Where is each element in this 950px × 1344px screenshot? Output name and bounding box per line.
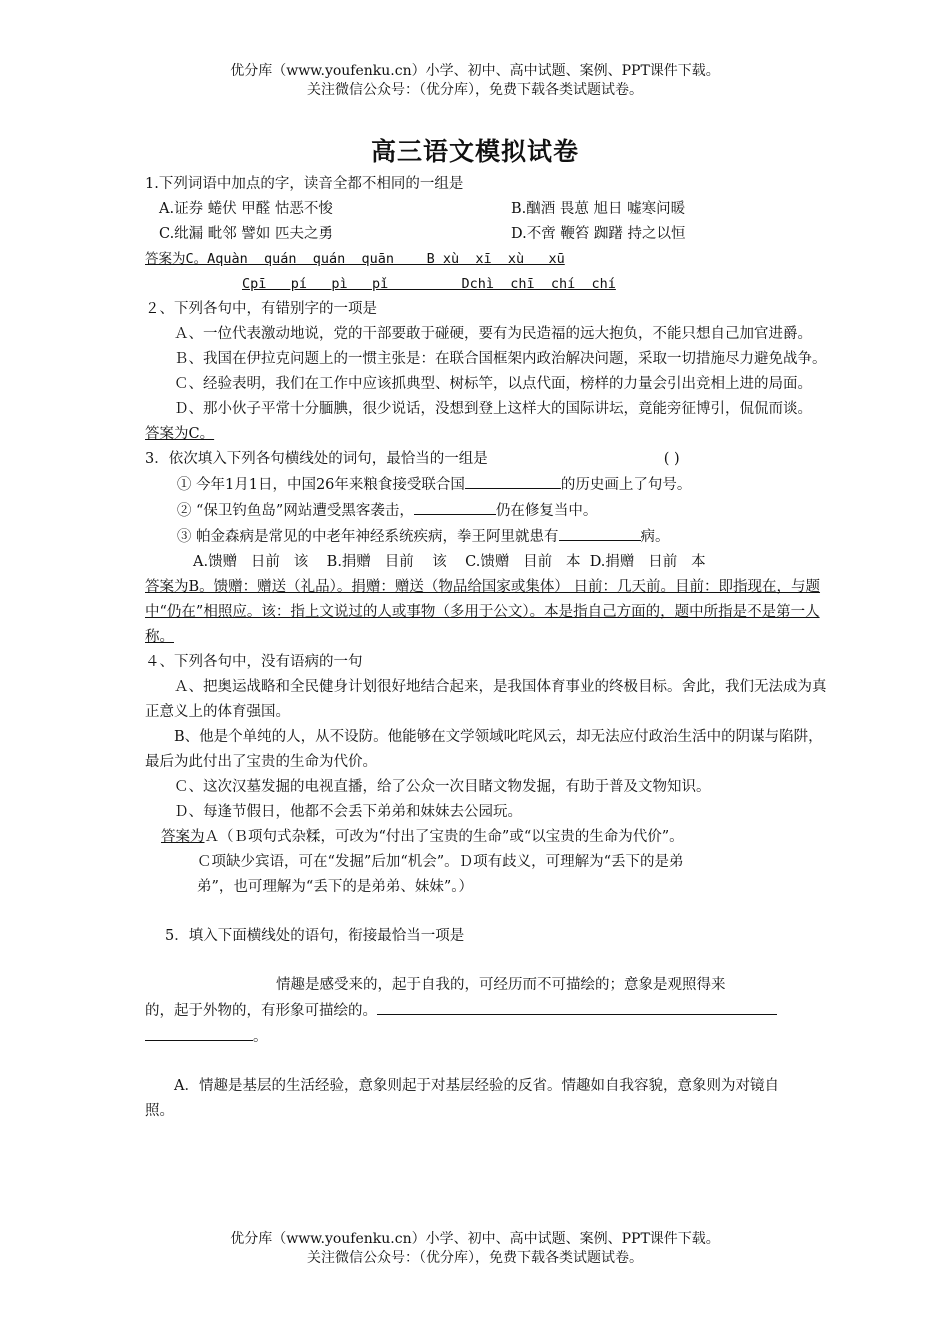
q2-stem: ２、下列各句中，有错别字的一项是 — [145, 301, 377, 317]
q3-sentence-2-text: ② “保卫钓鱼岛”网站遭受黑客袭击， — [176, 503, 414, 519]
q1-option-d: D.不啻 鞭笞 踟躇 持之以恒 — [511, 226, 686, 242]
q5-blank-1[interactable] — [377, 998, 777, 1015]
document-title: 高三语文模拟试卷 — [370, 137, 579, 166]
page-footer — [0, 1230, 950, 1268]
q5-passage-text: 的，起于外物的，有形象可描绘的。 — [145, 1003, 377, 1019]
q2-option-d: Ｄ、那小伙子平常十分腼腆，很少说话，没想到登上这样大的国际讲坛，竟能旁征博引，侃侃而谈。 — [174, 401, 812, 417]
q1-option-b: B.酗酒 畏葸 旭日 嘘寒问暖 — [511, 201, 686, 217]
q4-option-b: B、他是个单纯的人，从不设防。他能够在文学领域叱咤风云，却无法应付政治生活中的阴谋与陷阱，最后为此付出了宝贵的生命为代价。 — [145, 729, 823, 770]
header-line-1: 优分库（www.youfenku.cn）小学、初中、高中试题、案例、PPT课件下载。 — [230, 63, 720, 79]
q4-answer-line-1 — [145, 825, 835, 850]
q1-option-c: C.纰漏 毗邻 譬如 匹夫之勇 — [159, 226, 334, 242]
q4-answer-line-2: Ｃ项缺少宾语，可在“发掘”后加“机会”。Ｄ项有歧义，可理解为“丢下的是弟 — [197, 854, 684, 870]
q3-sentence-1 — [145, 472, 835, 498]
q5-passage-end: 。 — [253, 1029, 268, 1045]
q2-answer: 答案为C。 — [145, 426, 215, 442]
q5-passage-line-1: 情趣是感受来的，起于自我的，可经历而不可描绘的；意象是观照得来 — [276, 977, 726, 993]
q4-option-a: Ａ、把奥运战略和全民健身计划很好地结合起来，是我国体育事业的终极目标。舍此，我们无法成为真正意义上的体育强国。 — [145, 679, 827, 720]
q3-stem: 3．依次填入下列各句横线处的词句，最恰当的一组是 — [145, 451, 488, 467]
q2-option-b: Ｂ、我国在伊拉克问题上的一惯主张是：在联合国框架内政治解决问题，采取一切措施尽力避免战争。 — [174, 351, 827, 367]
exam-content — [145, 172, 835, 1124]
q3-options: A.馈赠 日前 该 B.捐赠 目前 该 C.馈赠 目前 本 D.捐赠 日前 本 — [193, 554, 706, 570]
q3-sentence-1-tail: 的历史画上了句号。 — [560, 477, 692, 493]
q1-answer-line-2: Cpī pí pì pǐ Dchì chī chí chí — [242, 276, 616, 292]
q5-stem: 5．填入下面横线处的语句，衔接最恰当一项是 — [165, 928, 465, 944]
q1-answer-line-1: 答案为C。Aquàn quán quán quān B xù xī xù xū — [145, 251, 565, 267]
q4-option-c: Ｃ、这次汉墓发掘的电视直播，给了公众一次目睹文物发掘，有助于普及文物知识。 — [174, 779, 711, 795]
q4-option-d: Ｄ、每逢节假日，他都不会丢下弟弟和妹妹去公园玩。 — [174, 804, 522, 820]
page-header — [0, 62, 950, 100]
q3-sentence-3 — [145, 524, 835, 550]
q3-blank-2[interactable] — [414, 498, 496, 515]
q1-stem: 1.下列词语中加点的字，读音全都不相同的一组是 — [145, 176, 464, 192]
q4-answer-line-3: 弟”，也可理解为“丢下的是弟弟、妹妹”。） — [197, 879, 473, 895]
q3-blank-1[interactable] — [465, 472, 561, 489]
q5-passage-line-2 — [145, 998, 835, 1024]
q1-options-row-1 — [145, 197, 835, 222]
q3-sentence-2-tail: 仍在修复当中。 — [495, 503, 598, 519]
footer-line-1: 优分库（www.youfenku.cn）小学、初中、高中试题、案例、PPT课件下载。 — [230, 1231, 720, 1247]
header-line-2: 关注微信公众号：（优分库），免费下载各类试题试卷。 — [307, 82, 643, 98]
q4-answer-text: Ａ（Ｂ项句式杂糅，可改为“付出了宝贵的生命”或“以宝贵的生命为代价”。 — [204, 829, 684, 845]
q4-answer-label: 答案为 — [161, 829, 205, 845]
q3-sentence-3-text: ③ 帕金森病是常见的中老年神经系统疾病，拳王阿里就患有 — [176, 529, 559, 545]
q5-option-a: A．情趣是基层的生活经验，意象则起于对基层经验的反省。情趣如自我容貌，意象则为对镜自照。 — [145, 1078, 779, 1119]
q4-stem: ４、下列各句中，没有语病的一句 — [145, 654, 363, 670]
q3-blank-3[interactable] — [559, 524, 641, 541]
q3-stem-line — [145, 447, 835, 472]
q5-passage-line-3 — [145, 1024, 835, 1050]
q5-blank-2[interactable] — [145, 1024, 253, 1041]
q3-answer: 答案为B。馈赠：赠送（礼品）。捐赠：赠送（物品给国家或集体） 日前：几天前。目前：即指现在，与题中“仍在”相照应。该：指上文说过的人或事物（多用于公文）。本是指自己方面的，题中所指是不是第一人称。 — [145, 579, 821, 645]
footer-line-2: 关注微信公众号：（优分库），免费下载各类试题试卷。 — [307, 1250, 643, 1266]
q3-sentence-3-tail: 病。 — [640, 529, 670, 545]
q3-sentence-1-text: ① 今年1月1日，中国26年来粮食接受联合国 — [176, 477, 465, 493]
q2-option-a: Ａ、一位代表激动地说，党的干部要敢于碰硬，要有为民造福的远大抱负，不能只想自己加官进爵。 — [174, 326, 812, 342]
q3-sentence-2 — [145, 498, 835, 524]
q1-option-a: A.证券 蜷伏 甲醛 怙恶不悛 — [159, 201, 333, 217]
q3-answer-bracket: ( ) — [663, 451, 680, 467]
q1-options-row-2 — [145, 222, 835, 247]
q2-option-c: Ｃ、经验表明，我们在工作中应该抓典型、树标竿，以点代面，榜样的力量会引出竞相上进的局面。 — [174, 376, 812, 392]
